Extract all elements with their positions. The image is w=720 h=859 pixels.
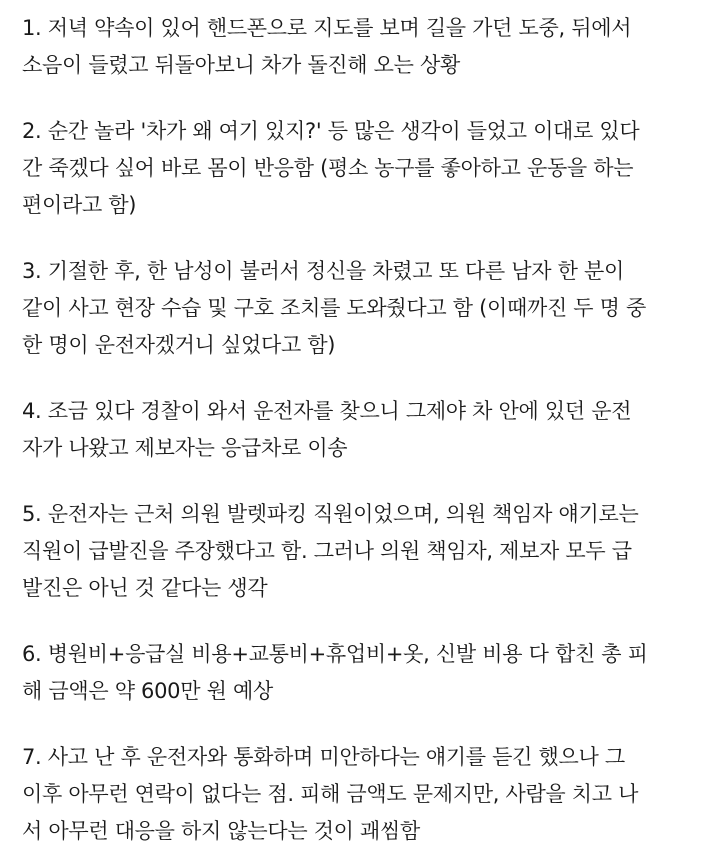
text-line: 6. 병원비+응급실 비용+교통비+휴업비+옷, 신발 비용 다 합친 총 피: [22, 642, 648, 666]
text-line: 간 죽겠다 싶어 바로 몸이 반응함 (평소 농구를 좋아하고 운동을 하는: [22, 156, 634, 180]
text-line: 이후 아무런 연락이 없다는 점. 피해 금액도 문제지만, 사람을 치고 나: [22, 782, 639, 806]
list-item-3: [22, 253, 712, 364]
list-item-7: [22, 739, 712, 850]
text-line: 소음이 들렸고 뒤돌아보니 차가 돌진해 오는 상황: [22, 53, 460, 77]
text-line: 2. 순간 놀라 '차가 왜 여기 있지?' 등 많은 생각이 들었고 이대로 있다: [22, 119, 640, 143]
list-item-5: [22, 496, 712, 607]
text-line: 한 명이 운전자겠거니 싶었다고 함): [22, 333, 336, 357]
list-item-6: [22, 636, 712, 710]
list-item-4: [22, 393, 712, 467]
list-item-1: [22, 10, 712, 84]
list-item-2: [22, 113, 712, 224]
text-line: 자가 나왔고 제보자는 응급차로 이송: [22, 436, 348, 460]
text-line: 편이라고 함): [22, 193, 137, 217]
text-line: 7. 사고 난 후 운전자와 통화하며 미안하다는 얘기를 듣긴 했으나 그: [22, 745, 625, 769]
text-line: 해 금액은 약 600만 원 예상: [22, 679, 273, 703]
text-line: 1. 저녁 약속이 있어 핸드폰으로 지도를 보며 길을 가던 도중, 뒤에서: [22, 16, 632, 40]
text-line: 4. 조금 있다 경찰이 와서 운전자를 찾으니 그제야 차 안에 있던 운전: [22, 399, 632, 423]
text-line: 직원이 급발진을 주장했다고 함. 그러나 의원 책임자, 제보자 모두 급: [22, 539, 632, 563]
text-line: 5. 운전자는 근처 의원 발렛파킹 직원이었으며, 의원 책임자 얘기로는: [22, 502, 639, 526]
text-line: 서 아무런 대응을 하지 않는다는 것이 괘씸함: [22, 819, 420, 843]
text-line: 3. 기절한 후, 한 남성이 불러서 정신을 차렸고 또 다른 남자 한 분이: [22, 259, 624, 283]
text-line: 발진은 아닌 것 같다는 생각: [22, 576, 268, 600]
text-line: 같이 사고 현장 수습 및 구호 조치를 도와줬다고 함 (이때까진 두 명 중: [22, 296, 647, 320]
